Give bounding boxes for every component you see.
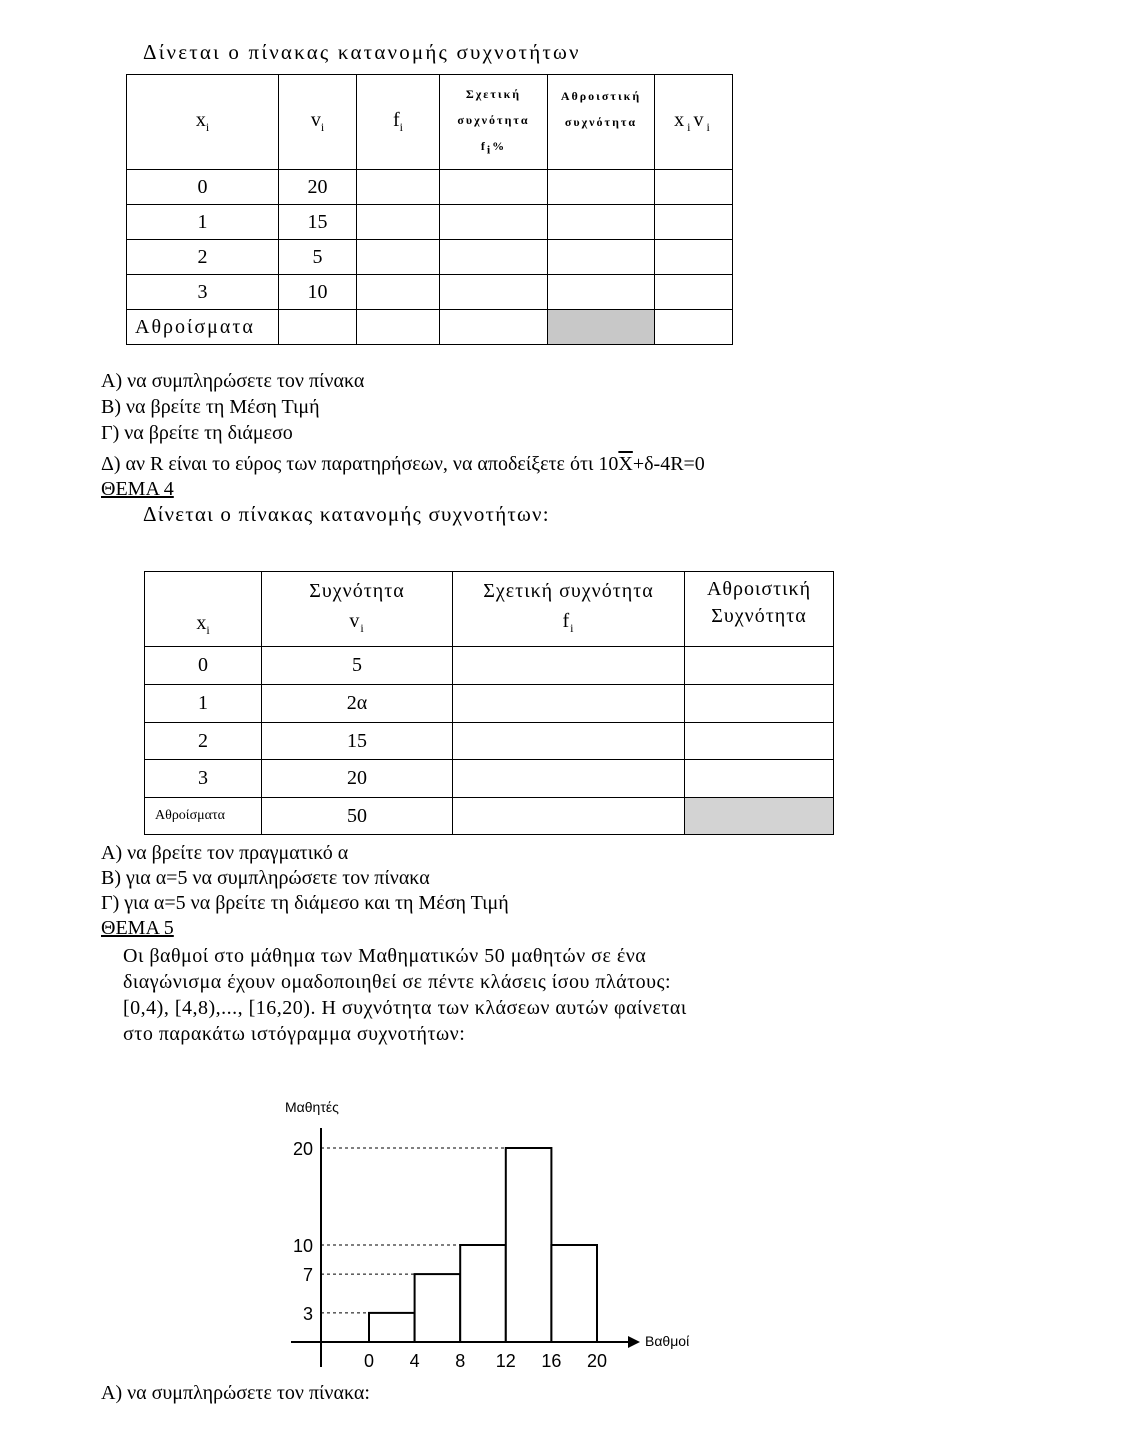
q4-question-b: Β) για α=5 να συμπληρώσετε τον πίνακα — [101, 867, 430, 889]
histogram-bar — [460, 1245, 506, 1342]
header-frequency: Συχνότητα $v_i$ — [262, 572, 453, 647]
histogram-bar — [369, 1313, 415, 1342]
cell-v: 10 — [279, 275, 357, 310]
y-tick-label: 3 — [302, 1303, 313, 1324]
header-x: $x_i$ — [145, 572, 262, 647]
q4-title: ΘΕΜΑ 4 — [101, 478, 174, 500]
y-tick-label: 7 — [302, 1265, 313, 1286]
cell-v: 20 — [262, 760, 453, 798]
q5-question-a: Α) να συμπληρώσετε τον πίνακα: — [101, 1382, 370, 1404]
y-axis-label: Μαθητές — [285, 1099, 339, 1115]
x-axis-label: Βαθμοί — [645, 1333, 690, 1349]
cell-v: 20 — [279, 170, 357, 205]
cell-v: 15 — [279, 205, 357, 240]
header-f: $f_i$ — [357, 75, 440, 170]
x-axis-arrow-icon — [628, 1336, 640, 1348]
x-tick-label: 8 — [455, 1351, 466, 1371]
y-tick-label: 10 — [292, 1236, 313, 1256]
header-v: $v_i$ — [279, 75, 357, 170]
y-tick-label: 20 — [292, 1139, 313, 1159]
cell-v: 5 — [262, 647, 453, 685]
cell-x: 2 — [145, 723, 262, 760]
x-tick-label: 20 — [586, 1351, 608, 1371]
x-tick-label: 12 — [495, 1351, 516, 1371]
q4-question-c: Γ) για α=5 να βρείτε τη διάμεσο και τη Μέση Τιμή — [101, 892, 509, 914]
cell-v: 2α — [262, 685, 453, 723]
cell-x: 0 — [145, 647, 262, 685]
header-x: $x_i$ — [127, 75, 279, 170]
histogram-bar — [506, 1148, 552, 1342]
q4-intro: Δίνεται ο πίνακας κατανομής συχνοτήτων: — [143, 502, 550, 526]
histogram-bar — [415, 1274, 461, 1342]
cell-x: 2 — [127, 240, 279, 275]
sum-label: Αθροίσματα — [127, 310, 279, 345]
cell-x: 1 — [127, 205, 279, 240]
cell-x: 3 — [145, 760, 262, 798]
sum-value: 50 — [262, 798, 453, 835]
q4-question-a: Α) να βρείτε τον πραγματικό α — [101, 842, 349, 864]
paragraph-line: στο παρακάτω ιστόγραμμα συχνοτήτων: — [123, 1023, 466, 1045]
paragraph-line: Οι βαθμοί στο μάθημα των Μαθηματικών 50 μαθητών σε ένα — [123, 945, 647, 967]
header-cumulative-freq: Αθροιστική συχνότητα — [548, 75, 655, 170]
cell-v: 5 — [279, 240, 357, 275]
q3-intro: Δίνεται ο πίνακας κατανομής συχνοτήτων — [143, 40, 581, 64]
header-cumulative-frequency: Αθροιστική Συχνότητα — [685, 572, 834, 647]
header-xv: $x_iv_i$ — [655, 75, 733, 170]
header-relative-frequency: Σχετική συχνότητα $f_i$ — [453, 572, 685, 647]
histogram-bar — [551, 1245, 597, 1342]
cell-x: 0 — [127, 170, 279, 205]
x-tick-label: 0 — [363, 1351, 375, 1371]
x-tick-label: 4 — [409, 1351, 420, 1371]
q3-question-b: Β) να βρείτε τη Μέση Τιμή — [101, 396, 320, 418]
q5-title: ΘΕΜΑ 5 — [101, 917, 174, 939]
x-tick-label: 16 — [541, 1351, 562, 1371]
cell-x: 1 — [145, 685, 262, 723]
q3-question-d: Δ) αν R είναι το εύρος των παρατηρήσεων, να αποδείξετε ότι $10\overline{X}+\delta-4R=0$ — [101, 453, 705, 475]
paragraph-line: [0,4), [4,8),..., [16,20). Η συχνότητα των κλάσεων αυτών φαίνεται — [123, 997, 687, 1019]
sum-label: Αθροίσματα — [145, 798, 262, 835]
cell-v: 15 — [262, 723, 453, 760]
header-relative-freq: Σχετική συχνότητα $f_i\%$ — [440, 75, 548, 170]
paragraph-line: διαγώνισμα έχουν ομαδοποιηθεί σε πέντε κλάσεις ίσου πλάτους: — [123, 971, 672, 993]
q3-question-c: Γ) να βρείτε τη διάμεσο — [101, 422, 293, 444]
q3-question-a: Α) να συμπληρώσετε τον πίνακα — [101, 370, 365, 392]
cell-x: 3 — [127, 275, 279, 310]
